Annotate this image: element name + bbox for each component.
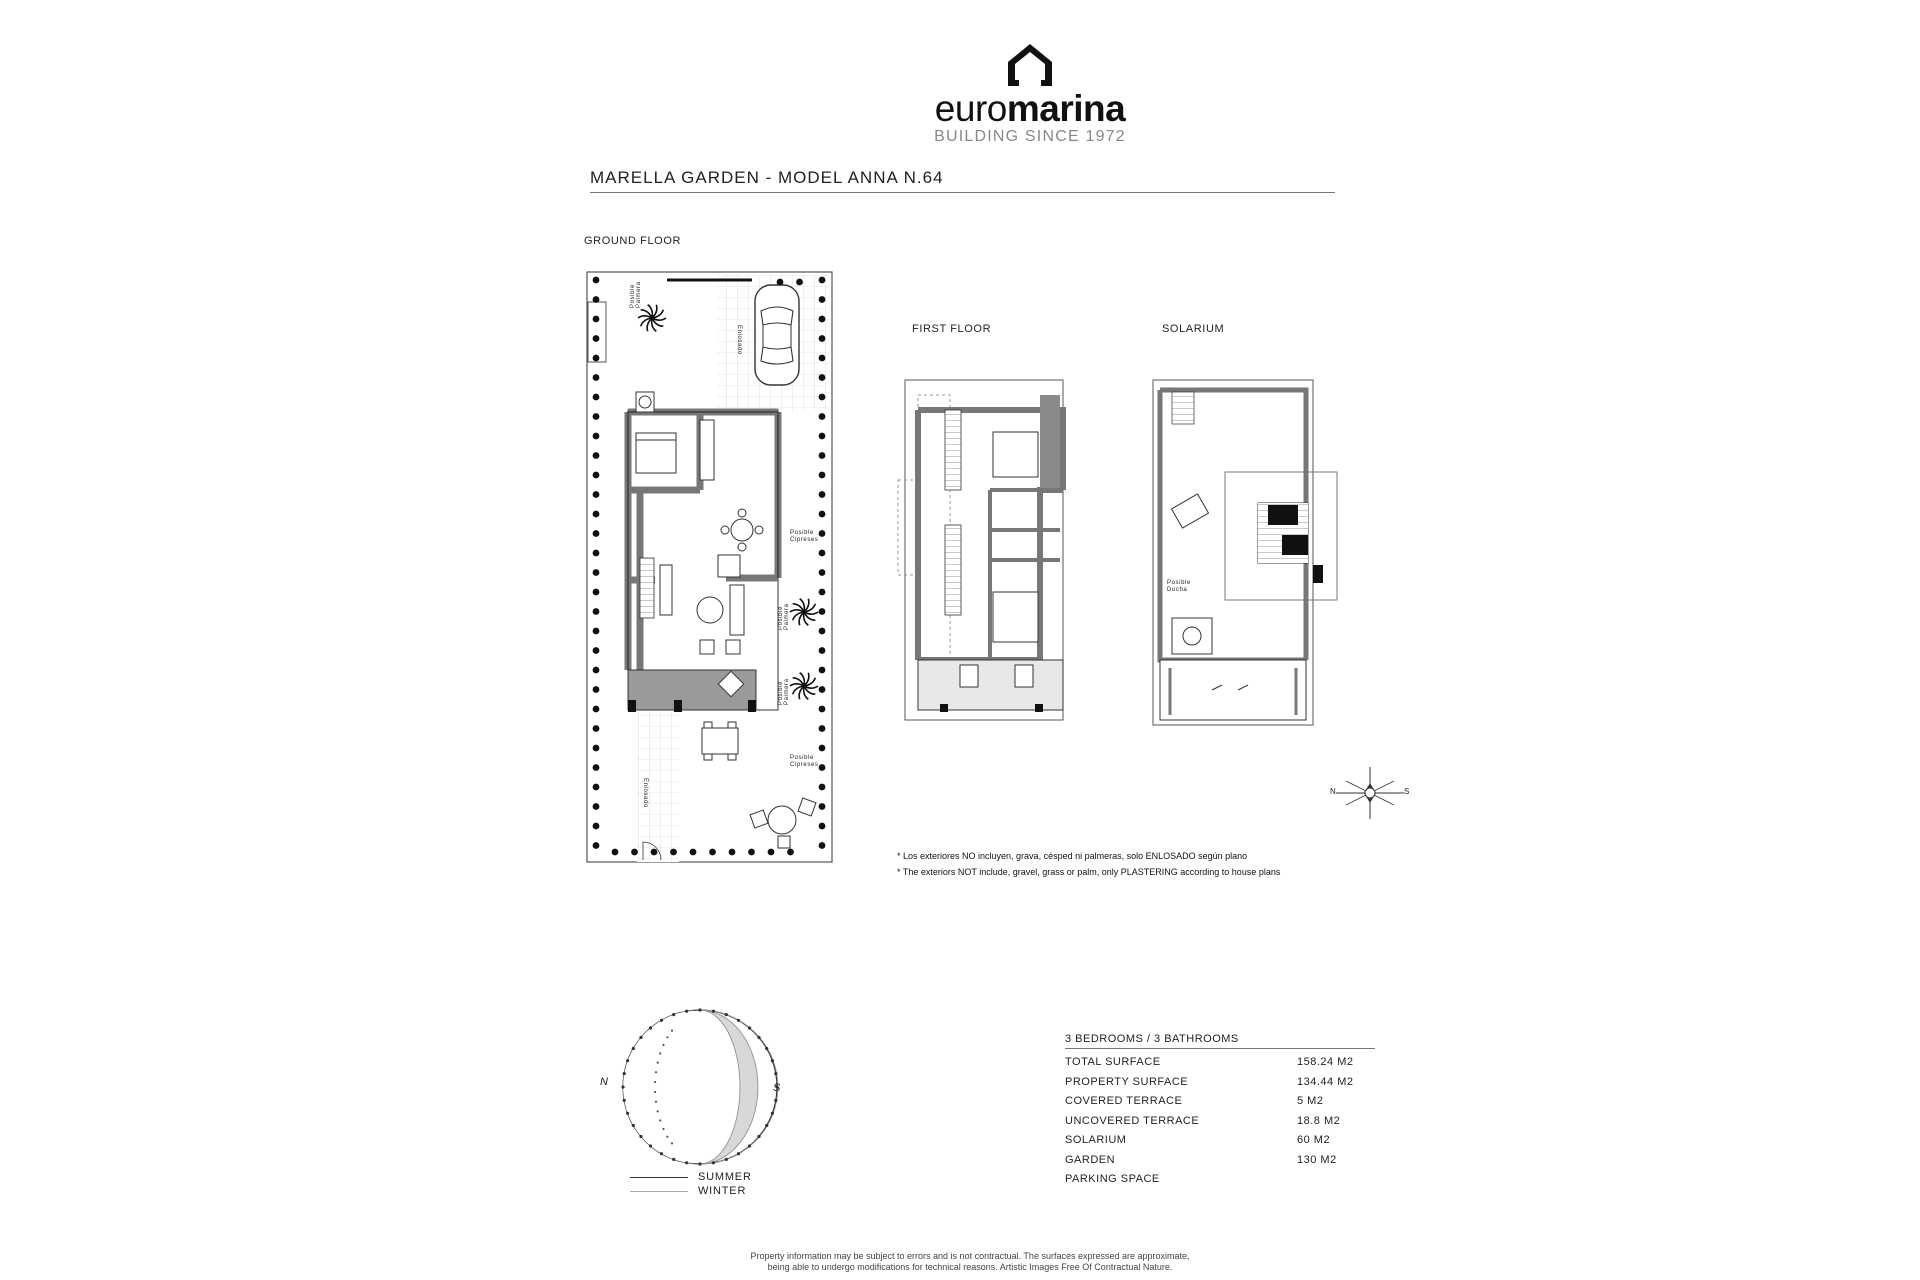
label-palm-3: Posible Palmera — [778, 678, 790, 705]
shrub-dot — [651, 849, 658, 856]
shrub-dot — [819, 394, 826, 401]
shrub-dot — [819, 823, 826, 830]
sun-path-diagram — [600, 1005, 800, 1175]
shrub-dot — [593, 472, 600, 479]
shrub-dot — [593, 589, 600, 596]
spec-row — [1065, 1151, 1375, 1171]
shrub-dot — [819, 452, 826, 459]
brand-tagline: BUILDING SINCE 1972 — [934, 128, 1126, 145]
shrub-dot — [819, 413, 826, 420]
legend-summer — [630, 1170, 752, 1184]
shrub-dot — [819, 589, 826, 596]
ground-bedroom-bed — [636, 433, 676, 473]
spec-value: 158.24 M2 — [1297, 1056, 1354, 1068]
solarium-plan — [1153, 380, 1337, 725]
shrub-dot — [729, 849, 736, 856]
shrub-dot — [593, 511, 600, 518]
spec-value: 130 M2 — [1297, 1153, 1337, 1166]
spec-value: 134.44 M2 — [1297, 1075, 1354, 1088]
shrub-dot — [593, 296, 600, 303]
compass-n: N — [1330, 787, 1337, 796]
shrub-dot — [593, 335, 600, 342]
shrub-dot — [593, 842, 600, 849]
spec-value: 60 M2 — [1297, 1134, 1331, 1146]
shrub-dot — [593, 667, 600, 674]
spec-value — [1297, 1170, 1375, 1190]
shrub-dot — [819, 725, 826, 732]
footer-line-1: Property information may be subject to errors and is not contractual. The surfaces expressed are approximate, — [750, 1251, 1190, 1261]
spec-row — [1065, 1131, 1375, 1151]
shrub-dot — [819, 745, 826, 752]
legal-footer — [700, 1251, 1240, 1273]
shrub-dot — [593, 628, 600, 635]
shrub-dot — [593, 686, 600, 693]
shrub-dot — [593, 550, 600, 557]
shrub-dot — [819, 842, 826, 849]
shrub-dot — [819, 550, 826, 557]
compass-icon — [1336, 767, 1404, 819]
spec-label: SOLARIUM — [1065, 1134, 1127, 1146]
parasol-table — [768, 806, 796, 834]
sun-north-label: N — [600, 1076, 609, 1088]
shrub-dot — [819, 706, 826, 713]
shrub-dot — [819, 608, 826, 615]
spec-row — [1065, 1053, 1375, 1073]
first-floor-stairs — [945, 410, 961, 490]
spec-label: TOTAL SURFACE — [1065, 1056, 1161, 1068]
shrub-dot — [593, 706, 600, 713]
ground-stairs — [640, 558, 654, 618]
first-bedroom-bed-2 — [993, 592, 1038, 642]
ground-floor-plan — [587, 272, 832, 862]
label-enlosado-2: Enlosado — [642, 778, 648, 808]
shrub-dot — [593, 316, 600, 323]
first-floor-plan — [898, 380, 1063, 720]
ground-floor-label: GROUND FLOOR — [584, 235, 682, 247]
spec-row — [1065, 1170, 1375, 1190]
spec-row — [1065, 1112, 1375, 1132]
shrub-dot — [787, 849, 794, 856]
note-english: * The exteriors NOT include, gravel, grass or palm, only PLASTERING according to house plans — [897, 867, 1281, 877]
shrub-dot — [819, 335, 826, 342]
living-sofa — [730, 585, 744, 635]
shrub-dot — [593, 374, 600, 381]
first-floor-label: FIRST FLOOR — [912, 323, 992, 335]
shrub-dot — [593, 784, 600, 791]
shrub-dot — [593, 608, 600, 615]
shrub-dot — [593, 491, 600, 498]
brand-name-light: euro — [934, 88, 1007, 129]
label-cypress-2: Posible Cipreses — [790, 755, 819, 768]
shrub-dot — [748, 849, 755, 856]
label-enlosado-1: Enlosado — [736, 325, 742, 355]
spec-label: PARKING SPACE — [1065, 1173, 1160, 1185]
shrub-dot — [593, 530, 600, 537]
shrub-dot — [819, 277, 826, 284]
shrub-dot — [819, 355, 826, 362]
shrub-dot — [819, 374, 826, 381]
property-specs-table — [1065, 1033, 1375, 1190]
shrub-dot — [819, 472, 826, 479]
palm-icon — [790, 599, 818, 626]
shrub-dot — [670, 849, 677, 856]
legend-summer-line — [630, 1177, 688, 1178]
shrub-dot — [819, 647, 826, 654]
spec-label: GARDEN — [1065, 1153, 1116, 1166]
shrub-dot — [819, 433, 826, 440]
shrub-dot — [819, 569, 826, 576]
shrub-dot — [631, 849, 638, 856]
gate-notch — [588, 302, 606, 362]
sun-south-label: S — [773, 1082, 781, 1094]
shrub-dot — [593, 394, 600, 401]
shrub-dot — [593, 764, 600, 771]
shrub-dot — [593, 803, 600, 810]
shrub-dot — [777, 279, 784, 286]
shrub-dot — [768, 849, 775, 856]
living-coffee-table — [697, 597, 723, 623]
shrub-dot — [593, 823, 600, 830]
shrub-dot — [819, 686, 826, 693]
shrub-dot — [593, 277, 600, 284]
shrub-dot — [593, 452, 600, 459]
garden-table — [702, 728, 738, 754]
page-title: MARELLA GARDEN - MODEL ANNA N.64 — [590, 168, 944, 187]
sun-legend — [630, 1170, 752, 1198]
spec-value: 5 M2 — [1297, 1095, 1324, 1107]
shrub-dot — [819, 491, 826, 498]
specs-heading: 3 BEDROOMS / 3 BATHROOMS — [1065, 1033, 1375, 1049]
compass-s: S — [1404, 787, 1410, 796]
palm-icon — [790, 673, 818, 700]
shrub-dot — [593, 725, 600, 732]
shrub-dot — [796, 279, 803, 286]
label-cypress-1: Posible Cipreses — [790, 530, 819, 543]
shrub-dot — [819, 628, 826, 635]
shrub-dot — [593, 745, 600, 752]
label-shower: Posible Ducha — [1167, 580, 1191, 593]
spec-row — [1065, 1073, 1375, 1093]
shrub-dot — [709, 849, 716, 856]
legend-winter-line — [630, 1191, 688, 1192]
legend-summer-label: SUMMER — [698, 1171, 752, 1183]
shrub-dot — [819, 316, 826, 323]
label-palm-2: Posible Palmera — [778, 603, 790, 630]
shrub-dot — [612, 849, 619, 856]
shrub-dot — [593, 647, 600, 654]
legend-winter-label: WINTER — [698, 1185, 747, 1197]
label-palm-1: Posible Palmera — [630, 281, 642, 308]
first-floor-terrace — [918, 660, 1063, 710]
shrub-dot — [593, 433, 600, 440]
shrub-dot — [819, 784, 826, 791]
shrub-dot — [593, 355, 600, 362]
legend-winter — [630, 1184, 752, 1198]
solarium-label: SOLARIUM — [1162, 323, 1225, 335]
kitchen-counter — [700, 420, 714, 480]
spec-label: COVERED TERRACE — [1065, 1095, 1183, 1107]
solarium-terrace — [1160, 660, 1306, 720]
sun-lounger — [1172, 494, 1209, 528]
spec-label: PROPERTY SURFACE — [1065, 1075, 1189, 1088]
dining-table — [731, 519, 753, 541]
spec-label: UNCOVERED TERRACE — [1065, 1114, 1200, 1127]
footer-line-2: being able to undergo modifications for technical reasons. Artistic Images Free Of Contractual Nature. — [767, 1262, 1173, 1272]
note-spanish: * Los exteriores NO incluyen, grava, césped ni palmeras, solo ENLOSADO según plano — [897, 851, 1248, 861]
shrub-dot — [819, 511, 826, 518]
car-icon — [755, 285, 799, 385]
first-bedroom-bed-1 — [993, 432, 1038, 477]
shrub-dot — [819, 803, 826, 810]
shrub-dot — [593, 569, 600, 576]
spec-value: 18.8 M2 — [1297, 1114, 1341, 1127]
shrub-dot — [690, 849, 697, 856]
spec-row — [1065, 1092, 1375, 1112]
brand-name-bold: marina — [1006, 88, 1126, 129]
shrub-dot — [593, 413, 600, 420]
armchair — [718, 555, 740, 577]
shrub-dot — [819, 296, 826, 303]
shrub-dot — [819, 667, 826, 674]
palm-icon — [638, 305, 666, 332]
